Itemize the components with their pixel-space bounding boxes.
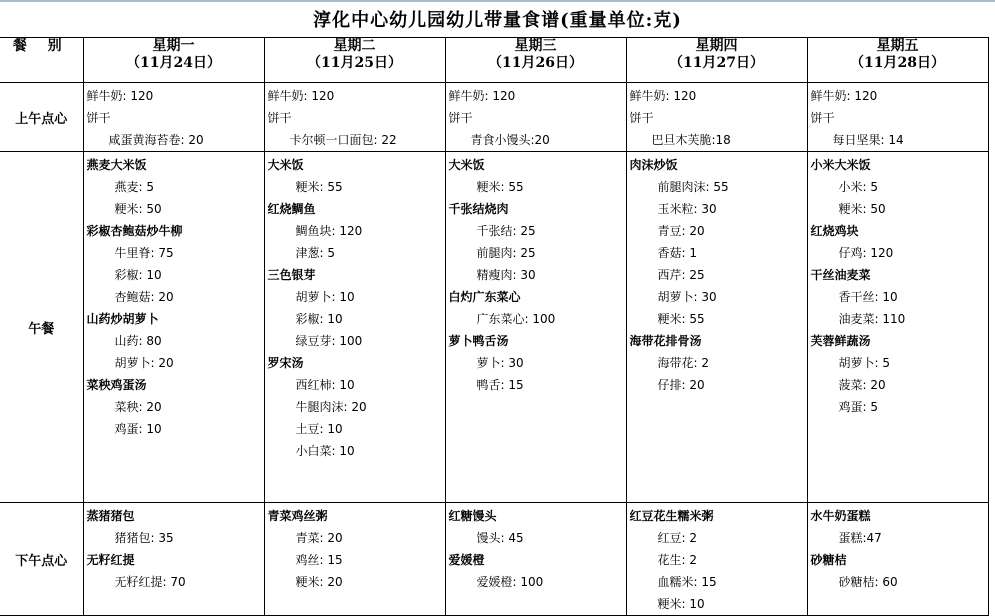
lunch-row — [0, 152, 988, 503]
dish-name: 红烧鲷鱼 — [267, 202, 316, 216]
ingredient-line: 西红柿: 10 — [295, 378, 355, 392]
dish-name: 芙蓉鲜蔬汤 — [810, 334, 871, 348]
menu-line: 鲜牛奶: 120 — [267, 89, 335, 103]
day-name: 星期一 — [152, 38, 195, 54]
dish-name: 萝卜鸭舌汤 — [448, 334, 509, 348]
day-name: 星期四 — [695, 38, 738, 54]
lunch-cell — [626, 152, 807, 503]
day-header-thu — [626, 38, 807, 83]
dish-name: 罗宋汤 — [267, 356, 304, 370]
ingredient-line: 海带花: 2 — [657, 356, 709, 370]
ingredient-line: 仔鸡: 120 — [838, 246, 894, 260]
dish-name: 千张结烧肉 — [448, 202, 509, 216]
afternoon-snack-row — [0, 503, 988, 616]
lunch-cell — [264, 152, 445, 503]
dish-name: 小米大米饭 — [810, 158, 871, 172]
ingredient-line: 菜秧: 20 — [114, 400, 162, 414]
day-date: （11月27日） — [669, 55, 764, 71]
morning-cell — [807, 83, 988, 152]
ingredient-line: 胡萝卜: 20 — [114, 356, 174, 370]
day-name: 星期三 — [514, 38, 557, 54]
ingredient-line: 牛腿肉沫: 20 — [295, 400, 367, 414]
menu-line: 饼干 — [810, 111, 835, 125]
ingredient-line: 萝卜: 30 — [476, 356, 524, 370]
dish-name: 大米饭 — [448, 158, 485, 172]
menu-line: 鲜牛奶: 120 — [86, 89, 154, 103]
ingredient-line: 馒头: 45 — [476, 531, 524, 545]
row-label-lunch: 午餐 — [0, 152, 83, 503]
dish-name: 红烧鸡块 — [810, 224, 859, 238]
ingredient-line: 粳米: 10 — [657, 597, 705, 611]
dish-name: 肉沫炒饭 — [629, 158, 678, 172]
ingredient-line: 津葱: 5 — [295, 246, 335, 260]
afternoon-cell — [264, 503, 445, 616]
ingredient-line: 蛋糕:47 — [838, 531, 882, 545]
dish-name: 红豆花生糯米粥 — [629, 509, 714, 523]
menu-line: 巴旦木芙脆:18 — [651, 133, 731, 147]
ingredient-line: 青菜: 20 — [295, 531, 343, 545]
ingredient-line: 猪猪包: 35 — [114, 531, 174, 545]
menu-line: 鲜牛奶: 120 — [448, 89, 516, 103]
window-top-border — [0, 0, 995, 2]
ingredient-line: 粳米: 20 — [295, 575, 343, 589]
day-header-tue — [264, 38, 445, 83]
ingredient-line: 胡萝卜: 10 — [295, 290, 355, 304]
ingredient-line: 红豆: 2 — [657, 531, 697, 545]
ingredient-line: 鸭舌: 15 — [476, 378, 524, 392]
dish-name: 干丝油麦菜 — [810, 268, 871, 282]
ingredient-line: 菠菜: 20 — [838, 378, 886, 392]
menu-table — [0, 37, 989, 616]
ingredient-line: 鲷鱼块: 120 — [295, 224, 363, 238]
ingredient-line: 牛里脊: 75 — [114, 246, 174, 260]
menu-line: 饼干 — [86, 111, 111, 125]
ingredient-line: 胡萝卜: 30 — [657, 290, 717, 304]
row-label-morning: 上午点心 — [0, 83, 83, 152]
dish-name: 燕麦大米饭 — [86, 158, 147, 172]
dish-name: 菜秧鸡蛋汤 — [86, 378, 147, 392]
morning-cell — [83, 83, 264, 152]
menu-line: 饼干 — [448, 111, 473, 125]
header-row — [0, 38, 988, 83]
ingredient-line: 彩椒: 10 — [295, 312, 343, 326]
category-header: 餐 别 — [0, 38, 83, 83]
dish-name: 大米饭 — [267, 158, 304, 172]
day-name: 星期二 — [333, 38, 376, 54]
ingredient-line: 血糯米: 15 — [657, 575, 717, 589]
ingredient-line: 绿豆芽: 100 — [295, 334, 363, 348]
day-date: （11月26日） — [488, 55, 583, 71]
dish-name: 蒸猪猪包 — [86, 509, 135, 523]
ingredient-line: 爱媛橙: 100 — [476, 575, 544, 589]
page-title: 淳化中心幼儿园幼儿带量食谱(重量单位:克) — [313, 10, 682, 31]
menu-line: 鲜牛奶: 120 — [810, 89, 878, 103]
ingredient-line: 山药: 80 — [114, 334, 162, 348]
ingredient-line: 胡萝卜: 5 — [838, 356, 890, 370]
dish-name: 山药炒胡萝卜 — [86, 312, 159, 326]
ingredient-line: 玉米粒: 30 — [657, 202, 717, 216]
ingredient-line: 粳米: 55 — [657, 312, 705, 326]
lunch-cell — [83, 152, 264, 503]
dish-name: 爱媛橙 — [448, 553, 485, 567]
ingredient-line: 香干丝: 10 — [838, 290, 898, 304]
menu-line: 每日坚果: 14 — [832, 133, 904, 147]
lunch-cell — [445, 152, 626, 503]
ingredient-line: 小米: 5 — [838, 180, 878, 194]
ingredient-line: 粳米: 50 — [114, 202, 162, 216]
morning-cell — [264, 83, 445, 152]
ingredient-line: 砂糖桔: 60 — [838, 575, 898, 589]
ingredient-line: 西芹: 25 — [657, 268, 705, 282]
dish-name: 白灼广东菜心 — [448, 290, 521, 304]
menu-line: 饼干 — [629, 111, 654, 125]
afternoon-cell — [807, 503, 988, 616]
ingredient-line: 油麦菜: 110 — [838, 312, 906, 326]
day-date: （11月28日） — [850, 55, 945, 71]
ingredient-line: 粳米: 50 — [838, 202, 886, 216]
ingredient-line: 杏鲍菇: 20 — [114, 290, 174, 304]
afternoon-cell — [626, 503, 807, 616]
menu-line: 卡尔顿一口面包: 22 — [289, 133, 397, 147]
ingredient-line: 花生: 2 — [657, 553, 697, 567]
menu-line: 饼干 — [267, 111, 292, 125]
menu-line: 青食小馒头:20 — [470, 133, 550, 147]
menu-line: 鲜牛奶: 120 — [629, 89, 697, 103]
day-header-mon — [83, 38, 264, 83]
ingredient-line: 精瘦肉: 30 — [476, 268, 536, 282]
ingredient-line: 燕麦: 5 — [114, 180, 154, 194]
ingredient-line: 鸡蛋: 10 — [114, 422, 162, 436]
morning-snack-row — [0, 83, 988, 152]
dish-name: 三色银芽 — [267, 268, 316, 282]
day-date: （11月24日） — [126, 55, 221, 71]
dish-name: 无籽红提 — [86, 553, 135, 567]
ingredient-line: 前腿肉: 25 — [476, 246, 536, 260]
ingredient-line: 土豆: 10 — [295, 422, 343, 436]
ingredient-line: 仔排: 20 — [657, 378, 705, 392]
ingredient-line: 无籽红提: 70 — [114, 575, 186, 589]
menu-line: 咸蛋黄海苔卷: 20 — [108, 133, 204, 147]
dish-name: 砂糖桔 — [810, 553, 847, 567]
ingredient-line: 小白菜: 10 — [295, 444, 355, 458]
day-date: （11月25日） — [307, 55, 402, 71]
day-header-wed — [445, 38, 626, 83]
ingredient-line: 香菇: 1 — [657, 246, 697, 260]
ingredient-line: 青豆: 20 — [657, 224, 705, 238]
ingredient-line: 千张结: 25 — [476, 224, 536, 238]
lunch-cell — [807, 152, 988, 503]
afternoon-cell — [445, 503, 626, 616]
morning-cell — [626, 83, 807, 152]
day-header-fri — [807, 38, 988, 83]
dish-name: 彩椒杏鲍菇炒牛柳 — [86, 224, 183, 238]
ingredient-line: 广东菜心: 100 — [476, 312, 556, 326]
ingredient-line: 彩椒: 10 — [114, 268, 162, 282]
ingredient-line: 粳米: 55 — [476, 180, 524, 194]
dish-name: 海带花排骨汤 — [629, 334, 702, 348]
morning-cell — [445, 83, 626, 152]
row-label-afternoon: 下午点心 — [0, 503, 83, 616]
dish-name: 青菜鸡丝粥 — [267, 509, 328, 523]
day-name: 星期五 — [876, 38, 919, 54]
ingredient-line: 鸡蛋: 5 — [838, 400, 878, 414]
dish-name: 水牛奶蛋糕 — [810, 509, 871, 523]
ingredient-line: 鸡丝: 15 — [295, 553, 343, 567]
afternoon-cell — [83, 503, 264, 616]
ingredient-line: 粳米: 55 — [295, 180, 343, 194]
ingredient-line: 前腿肉沫: 55 — [657, 180, 729, 194]
dish-name: 红糖馒头 — [448, 509, 497, 523]
